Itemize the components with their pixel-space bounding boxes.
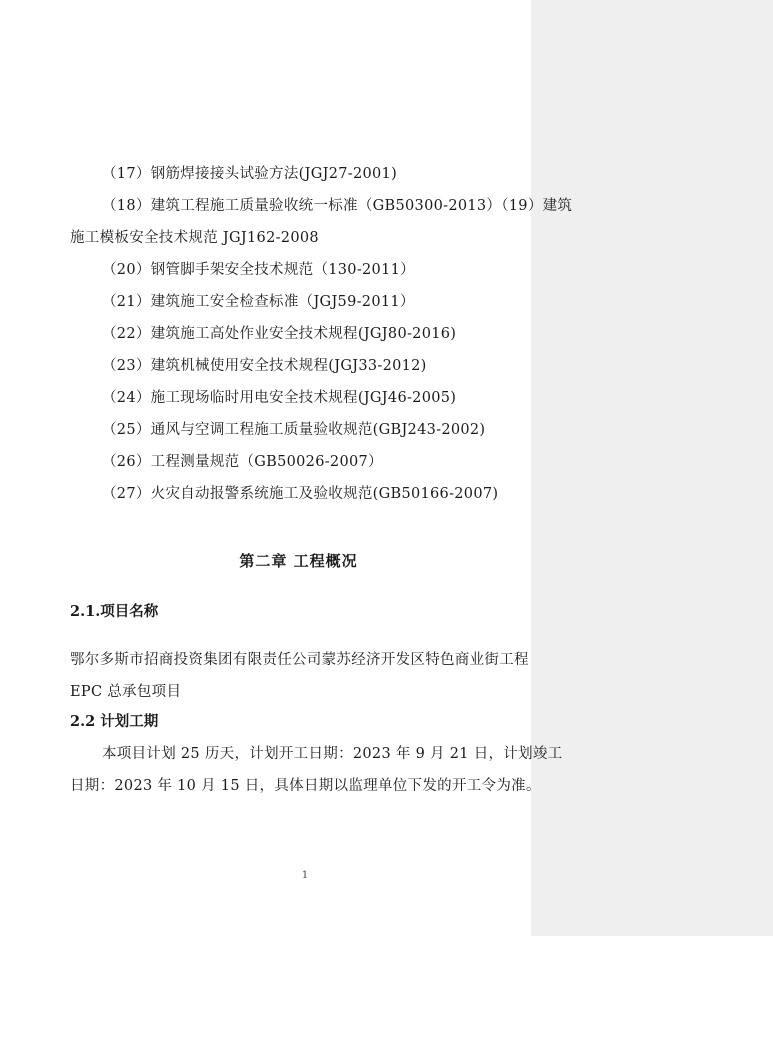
section-2-2-heading: 2.2 计划工期 — [70, 713, 159, 730]
section-2-1-line1: 鄂尔多斯市招商投资集团有限责任公司蒙苏经济开发区特色商业街工程 — [70, 652, 529, 668]
standard-item-27: （27）火灾自动报警系统施工及验收规范(GB50166-2007) — [102, 486, 499, 502]
standard-item-18-line2: 施工模板安全技术规范 JGJ162-2008 — [70, 230, 319, 246]
comment-margin-pane — [531, 0, 773, 936]
section-2-1-heading: 2.1.项目名称 — [70, 603, 159, 620]
page-number: 1 — [301, 870, 309, 881]
standard-item-26: （26）工程测量规范（GB50026-2007） — [102, 454, 383, 470]
standard-item-22: （22）建筑施工高处作业安全技术规程(JGJ80-2016) — [102, 326, 457, 342]
standard-item-24: （24）施工现场临时用电安全技术规程(JGJ46-2005) — [102, 390, 457, 406]
standard-item-25: （25）通风与空调工程施工质量验收规范(GBJ243-2002) — [102, 422, 486, 438]
standard-item-17: （17）钢筋焊接接头试验方法(JGJ27-2001) — [102, 166, 398, 182]
chapter-title: 第二章 工程概况 — [239, 552, 358, 570]
section-2-1-line2: EPC 总承包项目 — [70, 684, 182, 700]
section-2-2-line2: 日期：2023 年 10 月 15 日，具体日期以监理单位下发的开工令为准。 — [70, 778, 541, 794]
standard-item-20: （20）钢管脚手架安全技术规范（130-2011） — [102, 262, 415, 278]
section-2-2-line1: 本项目计划 25 历天，计划开工日期：2023 年 9 月 21 日，计划竣工 — [102, 746, 563, 762]
standard-item-21: （21）建筑施工安全检查标准（JGJ59-2011） — [102, 294, 415, 310]
standard-item-23: （23）建筑机械使用安全技术规程(JGJ33-2012) — [102, 358, 427, 374]
standard-item-18-line1: （18）建筑工程施工质量验收统一标准（GB50300-2013）（19）建筑 — [102, 198, 573, 214]
